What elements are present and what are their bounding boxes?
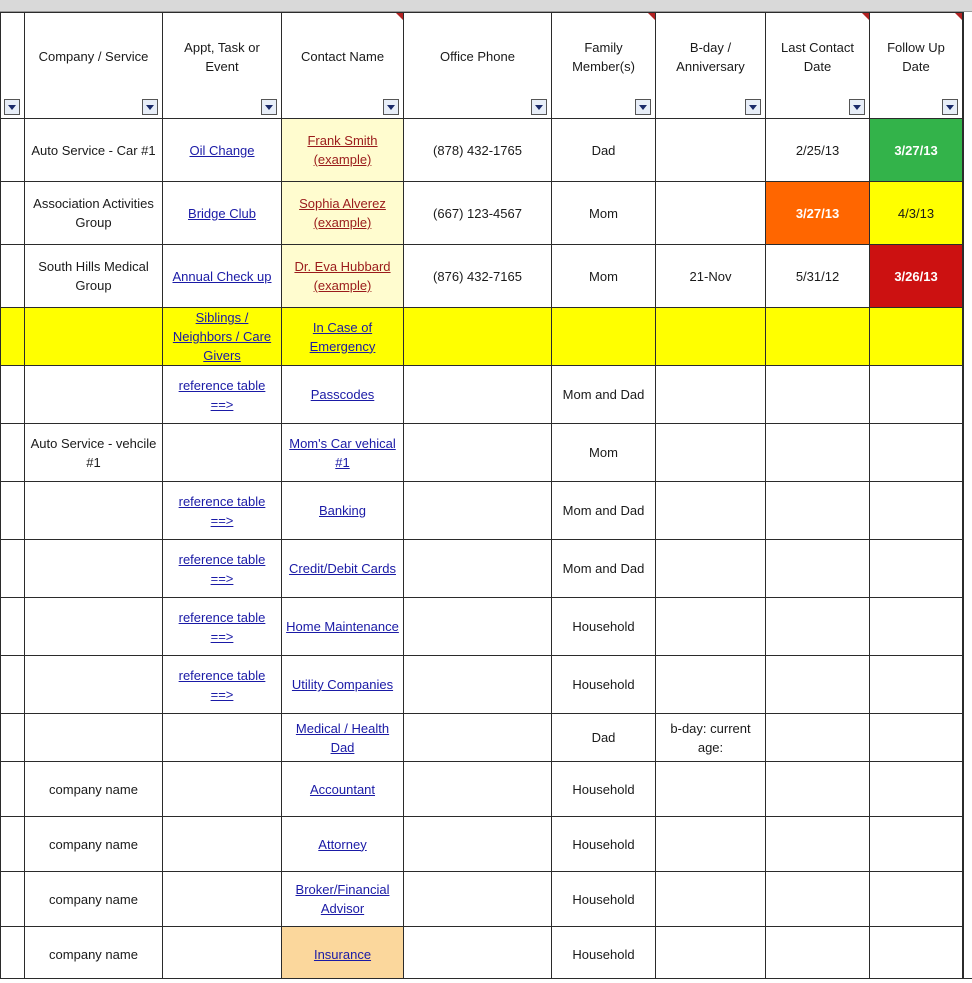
follow-cell[interactable]: [870, 817, 963, 872]
row-stub-cell[interactable]: [1, 308, 25, 366]
appt-cell[interactable]: [163, 366, 282, 424]
appt-cell[interactable]: [163, 424, 282, 482]
company-filter-dropdown[interactable]: [142, 99, 158, 115]
phone-cell[interactable]: [404, 182, 552, 245]
contact-cell[interactable]: [282, 927, 404, 982]
table-row: [1, 366, 963, 424]
appt-link[interactable]: Bridge Club: [188, 205, 256, 221]
follow-up-filter-dropdown[interactable]: [942, 99, 958, 115]
family-value: Household: [572, 891, 635, 907]
bday-cell[interactable]: [656, 245, 766, 308]
appt-cell[interactable]: [163, 598, 282, 656]
next-column-edge: [963, 12, 972, 983]
header-follow-up: Follow Up Date: [870, 13, 963, 119]
table-row: [1, 182, 963, 245]
row-stub-cell[interactable]: [1, 598, 25, 656]
row-stub-cell[interactable]: [1, 714, 25, 762]
last-cell[interactable]: [766, 927, 870, 982]
family-value: Household: [572, 946, 635, 962]
table-row: [1, 598, 963, 656]
family-cell[interactable]: [552, 366, 656, 424]
header-appt: Appt, Task or Event: [163, 13, 282, 119]
family-cell[interactable]: [552, 714, 656, 762]
last-cell[interactable]: [766, 182, 870, 245]
company-value: company name: [49, 946, 138, 962]
company-cell[interactable]: [25, 366, 163, 424]
header-row: [1, 13, 963, 119]
appt-cell[interactable]: [163, 540, 282, 598]
family-value: Mom and Dad: [562, 503, 645, 518]
family-value: Dad: [591, 142, 616, 158]
follow-cell[interactable]: [870, 598, 963, 656]
appt-link[interactable]: reference table ==>: [178, 551, 266, 586]
bday-value: b-day: current age:: [670, 720, 751, 755]
row-stub-cell[interactable]: [1, 762, 25, 817]
bday-cell[interactable]: [656, 817, 766, 872]
family-value: Household: [572, 619, 635, 634]
row-stub-cell[interactable]: [1, 182, 25, 245]
bday-cell[interactable]: [656, 182, 766, 245]
company-cell[interactable]: [25, 656, 163, 714]
contact-cell[interactable]: [282, 366, 404, 424]
contact-link[interactable]: Sophia Alverez (example): [299, 196, 386, 230]
appt-cell[interactable]: [163, 119, 282, 182]
row-stub-cell[interactable]: [1, 366, 25, 424]
contact-link[interactable]: Frank Smith (example): [307, 133, 378, 167]
appt-link[interactable]: reference table ==>: [178, 493, 266, 528]
contact-link[interactable]: Utility Companies: [291, 677, 394, 692]
table-row: [1, 927, 963, 982]
bday-cell[interactable]: [656, 540, 766, 598]
last-cell[interactable]: [766, 119, 870, 182]
row-stub-cell[interactable]: [1, 540, 25, 598]
contact-link[interactable]: Credit/Debit Cards: [289, 561, 396, 576]
follow-cell[interactable]: [870, 119, 963, 182]
appt-link[interactable]: reference table ==>: [178, 377, 266, 412]
row-stub-cell[interactable]: [1, 245, 25, 308]
family-cell[interactable]: [552, 762, 656, 817]
family-cell[interactable]: [552, 482, 656, 540]
phone-cell[interactable]: [404, 872, 552, 927]
contact-cell[interactable]: [282, 598, 404, 656]
follow-value: 3/27/13: [894, 142, 938, 158]
phone-cell[interactable]: [404, 598, 552, 656]
row-stub-cell[interactable]: [1, 817, 25, 872]
contact-link[interactable]: Broker/Financial Advisor: [295, 882, 390, 916]
contact-link[interactable]: Accountant: [309, 781, 376, 797]
contact-cell[interactable]: [282, 872, 404, 927]
phone-cell[interactable]: [404, 482, 552, 540]
table-row: [1, 482, 963, 540]
family-cell[interactable]: [552, 872, 656, 927]
last-contact-filter-dropdown[interactable]: [849, 99, 865, 115]
family-value: Mom and Dad: [562, 387, 645, 402]
follow-cell[interactable]: [870, 656, 963, 714]
table-row: [1, 308, 963, 366]
phone-cell[interactable]: [404, 119, 552, 182]
follow-cell[interactable]: [870, 245, 963, 308]
company-cell[interactable]: [25, 872, 163, 927]
contact-cell[interactable]: [282, 762, 404, 817]
appt-cell[interactable]: [163, 482, 282, 540]
header-stub: [1, 13, 25, 119]
phone-cell[interactable]: [404, 714, 552, 762]
row-stub-cell[interactable]: [1, 927, 25, 982]
family-value: Mom: [589, 445, 618, 460]
family-value: Mom: [589, 268, 618, 284]
company-cell[interactable]: [25, 119, 163, 182]
header-last-contact: Last Contact Date: [766, 13, 870, 119]
row-stub-cell[interactable]: [1, 424, 25, 482]
bday-cell[interactable]: [656, 656, 766, 714]
follow-cell[interactable]: [870, 482, 963, 540]
table-row: [1, 872, 963, 927]
company-cell[interactable]: [25, 817, 163, 872]
contact-link[interactable]: Dr. Eva Hubbard (example): [294, 259, 391, 293]
table-row: [1, 817, 963, 872]
company-value: company name: [49, 836, 138, 852]
company-cell[interactable]: [25, 927, 163, 982]
phone-value: (667) 123-4567: [433, 205, 522, 221]
company-value: Auto Service - Car #1: [31, 142, 156, 158]
follow-cell[interactable]: [870, 872, 963, 927]
follow-cell[interactable]: [870, 366, 963, 424]
appt-cell[interactable]: [163, 656, 282, 714]
last-cell[interactable]: [766, 762, 870, 817]
follow-cell[interactable]: [870, 540, 963, 598]
table-row: [1, 245, 963, 308]
bday-cell[interactable]: [656, 366, 766, 424]
company-value: South Hills Medical Group: [38, 259, 149, 293]
contact-link[interactable]: Medical / Health Dad: [295, 720, 390, 755]
family-cell[interactable]: [552, 598, 656, 656]
appt-link[interactable]: Annual Check up: [172, 268, 272, 284]
appt-link[interactable]: reference table ==>: [178, 609, 266, 644]
filter-dropdown-button[interactable]: [4, 99, 20, 115]
last-value: 3/27/13: [795, 205, 840, 221]
bday-cell[interactable]: [656, 714, 766, 762]
follow-cell[interactable]: [870, 424, 963, 482]
phone-cell[interactable]: [404, 927, 552, 982]
comment-indicator: [396, 13, 403, 20]
family-cell[interactable]: [552, 424, 656, 482]
company-cell[interactable]: [25, 482, 163, 540]
company-cell[interactable]: [25, 182, 163, 245]
company-value: Auto Service - vehcile #1: [30, 435, 157, 470]
contact-cell[interactable]: [282, 119, 404, 182]
appt-link[interactable]: Siblings / Neighbors / Care Givers: [172, 310, 272, 363]
company-cell[interactable]: [25, 762, 163, 817]
phone-cell[interactable]: [404, 245, 552, 308]
appt-cell[interactable]: [163, 308, 282, 366]
last-cell[interactable]: [766, 366, 870, 424]
phone-cell[interactable]: [404, 656, 552, 714]
family-value: Household: [572, 677, 635, 692]
sheet-top-bar: [0, 0, 972, 12]
company-cell[interactable]: [25, 424, 163, 482]
appt-cell[interactable]: [163, 182, 282, 245]
appt-cell[interactable]: [163, 245, 282, 308]
appt-link[interactable]: reference table ==>: [178, 667, 266, 702]
phone-value: (878) 432-1765: [433, 142, 522, 158]
phone-cell[interactable]: [404, 540, 552, 598]
family-value: Mom: [589, 205, 618, 221]
follow-value: 3/26/13: [894, 268, 938, 284]
contact-cell[interactable]: [282, 817, 404, 872]
bday-cell[interactable]: [656, 927, 766, 982]
contact-cell[interactable]: [282, 182, 404, 245]
contact-link[interactable]: In Case of Emergency: [309, 319, 376, 354]
bday-filter-dropdown[interactable]: [745, 99, 761, 115]
contact-link[interactable]: Banking: [319, 503, 366, 518]
header-company: Company / Service: [25, 13, 163, 119]
appt-cell[interactable]: [163, 927, 282, 982]
family-value: Dad: [591, 730, 616, 745]
last-cell[interactable]: [766, 482, 870, 540]
last-cell[interactable]: [766, 308, 870, 366]
table-row: [1, 119, 963, 182]
contact-cell[interactable]: [282, 245, 404, 308]
phone-filter-dropdown[interactable]: [531, 99, 547, 115]
company-value: company name: [49, 891, 138, 907]
phone-cell[interactable]: [404, 424, 552, 482]
bday-cell[interactable]: [656, 872, 766, 927]
row-stub-cell[interactable]: [1, 656, 25, 714]
bday-cell[interactable]: [656, 119, 766, 182]
last-cell[interactable]: [766, 424, 870, 482]
company-cell[interactable]: [25, 714, 163, 762]
phone-cell[interactable]: [404, 817, 552, 872]
contact-link[interactable]: Home Maintenance: [286, 619, 399, 634]
table-row: [1, 540, 963, 598]
contact-cell[interactable]: [282, 482, 404, 540]
bday-cell[interactable]: [656, 482, 766, 540]
company-cell[interactable]: [25, 308, 163, 366]
contact-cell[interactable]: [282, 308, 404, 366]
family-cell[interactable]: [552, 245, 656, 308]
last-value: 2/25/13: [795, 142, 840, 158]
appt-filter-dropdown[interactable]: [261, 99, 277, 115]
company-value: company name: [49, 781, 138, 797]
company-cell[interactable]: [25, 245, 163, 308]
comment-indicator: [955, 13, 962, 20]
appt-cell[interactable]: [163, 872, 282, 927]
family-cell[interactable]: [552, 182, 656, 245]
header-bday: B-day / Anniversary: [656, 13, 766, 119]
contact-cell[interactable]: [282, 540, 404, 598]
contacts-table: [0, 12, 963, 982]
phone-cell[interactable]: [404, 762, 552, 817]
follow-value: 4/3/13: [897, 205, 935, 221]
family-cell[interactable]: [552, 540, 656, 598]
contact-cell[interactable]: [282, 424, 404, 482]
header-contact: Contact Name: [282, 13, 404, 119]
appt-link[interactable]: Oil Change: [189, 142, 255, 158]
contact-link[interactable]: Passcodes: [310, 387, 375, 402]
phone-cell[interactable]: [404, 308, 552, 366]
company-cell[interactable]: [25, 598, 163, 656]
family-value: Household: [572, 836, 635, 852]
header-family: Family Member(s): [552, 13, 656, 119]
table-row: [1, 424, 963, 482]
appt-cell[interactable]: [163, 714, 282, 762]
family-cell[interactable]: [552, 308, 656, 366]
family-cell[interactable]: [552, 119, 656, 182]
bday-cell[interactable]: [656, 598, 766, 656]
last-value: 5/31/12: [795, 268, 840, 284]
follow-cell[interactable]: [870, 714, 963, 762]
company-cell[interactable]: [25, 540, 163, 598]
bday-cell[interactable]: [656, 762, 766, 817]
company-value: Association Activities Group: [33, 196, 154, 230]
contact-cell[interactable]: [282, 656, 404, 714]
family-value: Household: [572, 781, 635, 797]
sheet-bottom-edge: [0, 978, 972, 983]
family-cell[interactable]: [552, 927, 656, 982]
family-value: Mom and Dad: [562, 561, 645, 576]
last-cell[interactable]: [766, 540, 870, 598]
follow-cell[interactable]: [870, 927, 963, 982]
phone-value: (876) 432-7165: [433, 268, 522, 284]
last-cell[interactable]: [766, 714, 870, 762]
family-cell[interactable]: [552, 817, 656, 872]
row-stub-cell[interactable]: [1, 119, 25, 182]
family-filter-dropdown[interactable]: [635, 99, 651, 115]
header-phone: Office Phone: [404, 13, 552, 119]
bday-cell[interactable]: [656, 424, 766, 482]
row-stub-cell[interactable]: [1, 872, 25, 927]
row-stub-cell[interactable]: [1, 482, 25, 540]
bday-value: 21-Nov: [689, 268, 732, 284]
last-cell[interactable]: [766, 598, 870, 656]
last-cell[interactable]: [766, 656, 870, 714]
comment-indicator: [648, 13, 655, 20]
appt-cell[interactable]: [163, 817, 282, 872]
last-cell[interactable]: [766, 245, 870, 308]
last-cell[interactable]: [766, 817, 870, 872]
comment-indicator: [862, 13, 869, 20]
table-row: [1, 714, 963, 762]
family-cell[interactable]: [552, 656, 656, 714]
table-row: [1, 762, 963, 817]
phone-cell[interactable]: [404, 366, 552, 424]
follow-cell[interactable]: [870, 308, 963, 366]
contact-link[interactable]: Attorney: [318, 836, 367, 852]
last-cell[interactable]: [766, 872, 870, 927]
contact-link[interactable]: Insurance: [313, 946, 372, 962]
contact-cell[interactable]: [282, 714, 404, 762]
follow-cell[interactable]: [870, 182, 963, 245]
follow-cell[interactable]: [870, 762, 963, 817]
appt-cell[interactable]: [163, 762, 282, 817]
bday-cell[interactable]: [656, 308, 766, 366]
contact-filter-dropdown[interactable]: [383, 99, 399, 115]
table-row: [1, 656, 963, 714]
contact-link[interactable]: Mom's Car vehical #1: [289, 435, 396, 470]
